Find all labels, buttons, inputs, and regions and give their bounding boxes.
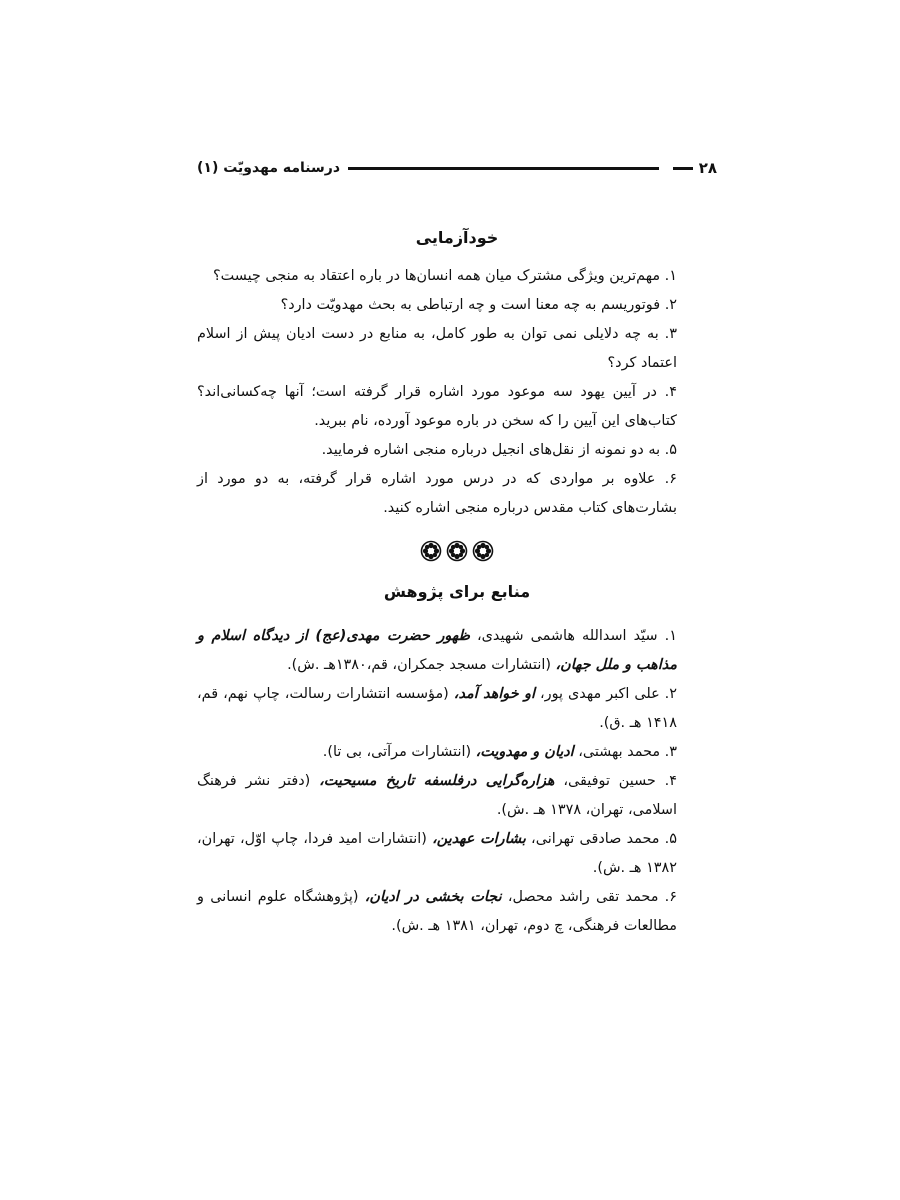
section-ornament <box>197 540 717 566</box>
reference-title: بشارات عهدین، <box>432 831 526 847</box>
book-title: درسنامه مهدویّت (۱) <box>197 160 341 176</box>
reference-details: (پژوهشگاه علوم انسانی و مطالعات فرهنگی، چ دوم، تهران، ۱۳۸۱ هـ .ش). <box>197 889 677 934</box>
reference-title: هزاره‌گرایی درفلسفه تاریخ مسیحیت، <box>319 773 555 789</box>
flower-ornament-icon <box>472 540 494 562</box>
reference-prefix: ۳. محمد بهشتی، <box>573 744 677 760</box>
reference-item <box>197 825 677 883</box>
self-test-heading: خودآزمایی <box>415 228 499 247</box>
reference-item <box>197 738 677 767</box>
reference-title: نجات بخشی در ادیان، <box>364 889 502 905</box>
reference-prefix: ۶. محمد تقی راشد محصل، <box>501 889 677 905</box>
reference-title: ادیان و مهدویت، <box>475 744 574 760</box>
reference-item <box>197 767 677 825</box>
flower-ornament-icon <box>420 540 442 562</box>
reference-prefix: ۵. محمد صادقی تهرانی، <box>525 831 677 847</box>
research-references <box>197 622 677 941</box>
page-number: ۲۸ <box>698 159 717 177</box>
reference-details: (دفتر نشر فرهنگ اسلامی، تهران، ۱۳۷۸ هـ .ش). <box>197 773 677 818</box>
running-header <box>197 155 717 181</box>
reference-prefix: ۱. سیّد اسدالله هاشمی شهیدی، <box>469 628 677 644</box>
reference-item <box>197 883 677 941</box>
self-test-questions <box>197 262 677 523</box>
question-item: ۳. به چه دلایلی نمی توان به طور کامل، به منابع در دست ادیان پیش از اسلام اعتماد کرد؟ <box>197 326 677 371</box>
reference-item <box>197 680 677 738</box>
reference-details: (انتشارات امید فردا، چاپ اوّل، تهران، ۱۳۸۲ هـ .ش). <box>197 831 677 876</box>
reference-prefix: ۲. علی اکبر مهدی پور، <box>535 686 677 702</box>
reference-details: (مؤسسه انتشارات رسالت، چاپ نهم، قم، ۱۴۱۸ هـ .ق). <box>197 686 677 731</box>
reference-details: (انتشارات مرآتی، بی تا). <box>322 744 476 760</box>
question-item: ۵. به دو نمونه از نقل‌های انجیل درباره منجی اشاره فرمایید. <box>321 442 677 458</box>
question-item: ۴. در آیین یهود سه موعود مورد اشاره قرار گرفته است؛ آنها چه‌کسانی‌اند؟ کتاب‌های این آیین را که سخن در باره موعود آورده، نام ببرید. <box>197 384 677 429</box>
question-item: ۱. مهم‌ترین ویژگی مشترک میان همه انسان‌ها در باره اعتقاد به منجی چیست؟ <box>212 268 677 284</box>
reference-details: (انتشارات مسجد جمکران، قم،۱۳۸۰هـ .ش). <box>287 657 556 673</box>
research-heading: منابع برای پژوهش <box>383 582 531 601</box>
header-rule <box>348 167 659 170</box>
reference-title: ظهور حضرت مهدی(عج) از دیدگاه اسلام و مذاهب و ملل جهان، <box>197 628 677 673</box>
header-rule <box>673 167 693 170</box>
reference-item <box>197 622 677 680</box>
question-item: ۶. علاوه بر مواردی که در درس مورد اشاره قرار گرفته، به دو مورد از بشارت‌های کتاب مقدس درباره منجی اشاره کنید. <box>197 471 677 516</box>
reference-prefix: ۴. حسین توفیقی، <box>554 773 677 789</box>
question-item: ۲. فوتوریسم به چه معنا است و چه ارتباطی به بحث مهدویّت دارد؟ <box>280 297 677 313</box>
flower-ornament-icon <box>446 540 468 562</box>
reference-title: او خواهد آمد، <box>453 686 535 702</box>
